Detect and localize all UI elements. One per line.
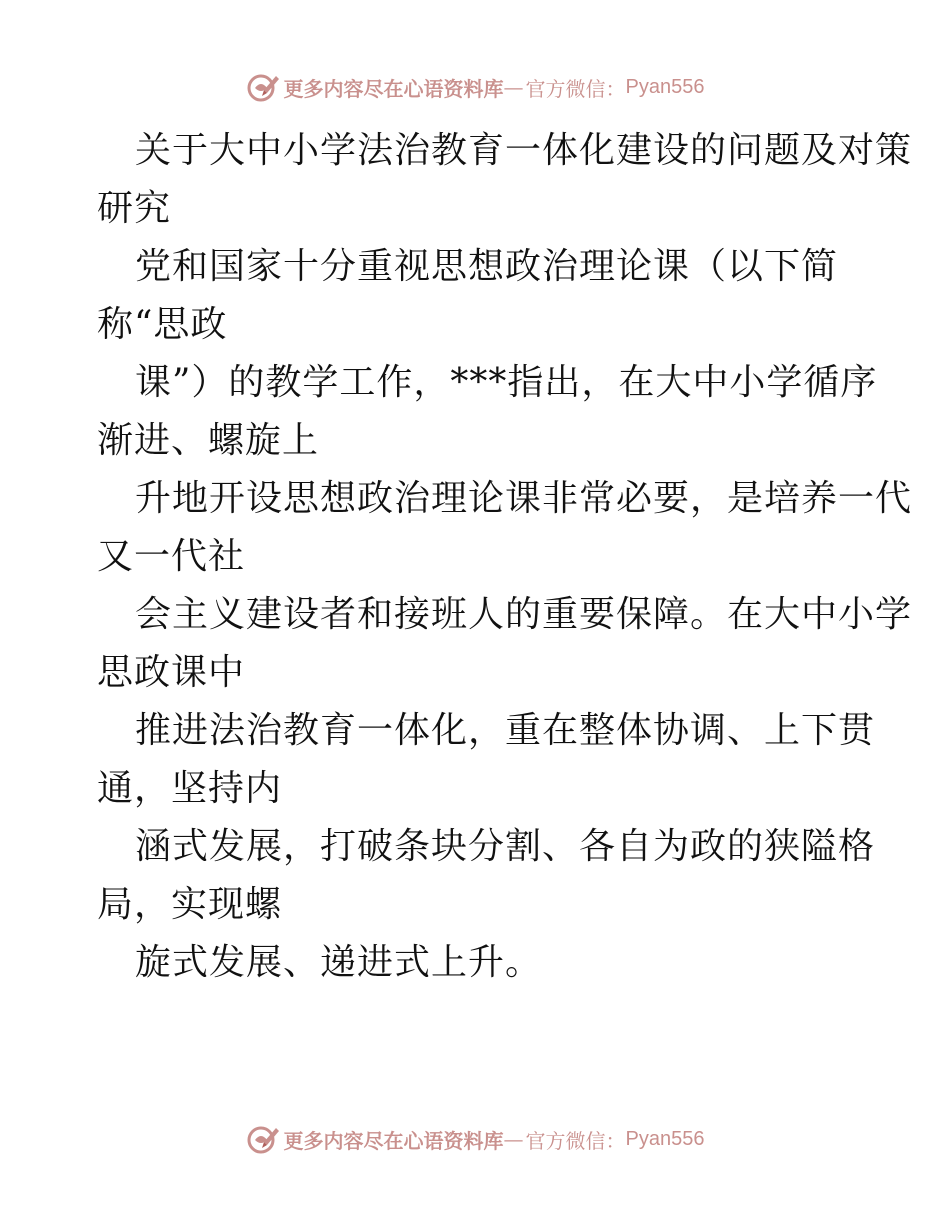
watermark-site-text: 更多内容尽在心语资料库 [283,1128,504,1153]
paragraph-line: 涵式发展，打破条块分割、各自为政的狭隘格 [135,826,876,867]
document-body [97,122,913,992]
paragraph-line: 称“思政 [97,304,228,345]
watermark-wechat-id: Pyan556 [625,75,705,98]
paragraph-line: 渐进、螺旋上 [97,420,320,461]
document-title-line-1: 关于大中小学法治教育一体化建设的问题及对策 [135,130,913,171]
header-watermark [0,70,950,104]
watermark-site-text: 更多内容尽在心语资料库 [283,76,504,101]
paragraph-line: 旋式发展、递进式上升。 [135,942,543,983]
paragraph-line: 课”）的教学工作，***指出，在大中小学循序 [135,362,878,403]
paragraph-line: 通，坚持内 [97,768,283,809]
watermark-separator: — [503,1127,524,1151]
paragraph-line: 会主义建设者和接班人的重要保障。在大中小学 [135,594,913,635]
watermark-separator: — [503,75,524,99]
footer-watermark [0,1122,950,1156]
brain-pen-logo-icon [246,70,280,104]
paragraph-line: 党和国家十分重视思想政治理论课（以下简 [135,246,839,287]
paragraph-line: 又一代社 [97,536,246,577]
watermark-wechat-label: 官方微信： [525,76,626,101]
paragraph-line: 思政课中 [97,652,246,693]
watermark-wechat-id: Pyan556 [625,1127,705,1150]
document-title-line-2: 研究 [97,188,172,229]
brain-pen-logo-icon [246,1122,280,1156]
watermark-wechat-label: 官方微信： [525,1128,626,1153]
paragraph-line: 推进法治教育一体化，重在整体协调、上下贯 [135,710,876,751]
paragraph-line: 局，实现螺 [97,884,283,925]
paragraph-line: 升地开设思想政治理论课非常必要，是培养一代 [135,478,913,519]
